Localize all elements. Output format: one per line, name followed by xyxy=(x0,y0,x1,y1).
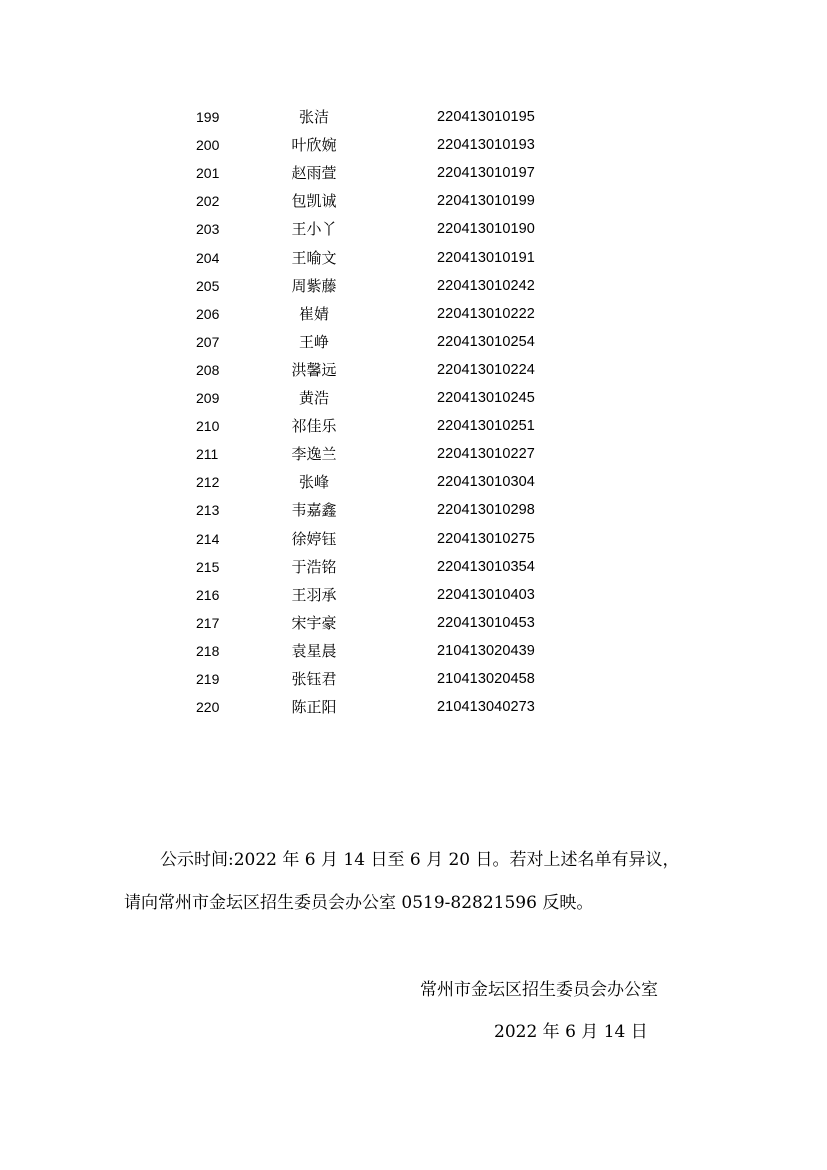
student-name: 张峰 xyxy=(298,473,329,492)
table-row xyxy=(0,131,827,159)
notice-line-2: 请向常州市金坛区招生委员会办公室 0519-82821596 反映。 xyxy=(124,893,594,913)
student-id: 220413010403 xyxy=(437,586,535,603)
student-name: 袁星晨 xyxy=(291,641,337,660)
table-row xyxy=(0,609,827,637)
student-name: 韦嘉鑫 xyxy=(291,501,337,520)
student-name: 黄浩 xyxy=(298,389,329,407)
student-name: 于浩铭 xyxy=(291,557,337,576)
student-name: 王峥 xyxy=(298,332,329,351)
row-number: 207 xyxy=(196,333,220,350)
table-row xyxy=(0,215,827,243)
student-name: 李逸兰 xyxy=(291,445,337,464)
row-number: 220 xyxy=(196,699,220,716)
table-row xyxy=(0,159,827,187)
row-number: 204 xyxy=(196,249,220,266)
student-id: 220413010193 xyxy=(437,137,535,154)
student-name: 徐婷钰 xyxy=(291,529,337,548)
row-number: 213 xyxy=(196,502,220,519)
row-number: 201 xyxy=(196,165,220,182)
row-number: 215 xyxy=(196,558,220,575)
row-number: 210 xyxy=(196,418,220,435)
row-number: 203 xyxy=(196,221,220,238)
student-id: 220413010245 xyxy=(437,390,535,406)
row-number: 199 xyxy=(196,109,220,125)
issue-date: 2022 年 6 月 14 日 xyxy=(494,1022,648,1042)
table-row xyxy=(0,496,827,524)
row-number: 211 xyxy=(196,446,219,463)
student-name: 周紫藤 xyxy=(291,276,337,295)
row-number: 205 xyxy=(196,277,220,294)
table-row xyxy=(0,581,827,609)
student-id: 220413010453 xyxy=(437,614,535,631)
student-name: 包凯诚 xyxy=(291,192,337,211)
table-row xyxy=(0,440,827,468)
student-id: 220413010275 xyxy=(437,530,535,547)
student-id: 220413010224 xyxy=(437,361,535,378)
row-number: 212 xyxy=(196,474,220,491)
student-id: 220413010199 xyxy=(437,193,535,210)
row-number: 216 xyxy=(196,586,220,603)
table-row xyxy=(0,412,827,440)
student-id: 220413010227 xyxy=(437,446,535,463)
student-id: 210413040273 xyxy=(437,699,535,716)
table-row xyxy=(0,553,827,581)
student-name: 叶欣婉 xyxy=(291,136,337,155)
student-id: 220413010195 xyxy=(437,109,535,125)
row-number: 219 xyxy=(196,671,220,687)
table-row xyxy=(0,637,827,665)
student-id: 220413010298 xyxy=(437,502,535,519)
table-row xyxy=(0,328,827,356)
table-row xyxy=(0,244,827,272)
table-row xyxy=(0,356,827,384)
student-id: 220413010304 xyxy=(437,474,535,491)
student-name: 王羽承 xyxy=(291,585,337,604)
notice-line-1: 公示时间:2022 年 6 月 14 日至 6 月 20 日。若对上述名单有异议， xyxy=(160,850,680,870)
row-number: 217 xyxy=(196,614,220,631)
table-row xyxy=(0,272,827,300)
student-id: 210413020439 xyxy=(437,642,535,659)
table-row xyxy=(0,665,827,693)
student-id: 220413010222 xyxy=(437,305,535,322)
student-id: 220413010197 xyxy=(437,165,535,182)
row-number: 208 xyxy=(196,361,220,378)
table-row xyxy=(0,300,827,328)
student-name: 陈正阳 xyxy=(291,698,337,717)
row-number: 218 xyxy=(196,642,220,659)
row-number: 202 xyxy=(196,193,220,210)
student-name: 宋宇豪 xyxy=(291,613,337,632)
student-name: 张洁 xyxy=(298,108,329,126)
row-number: 200 xyxy=(196,137,220,154)
table-row xyxy=(0,468,827,496)
student-name: 王小丫 xyxy=(291,220,337,239)
student-id: 220413010254 xyxy=(437,333,535,350)
student-name: 崔婧 xyxy=(298,304,329,323)
row-number: 214 xyxy=(196,530,220,547)
issuer-signature: 常州市金坛区招生委员会办公室 xyxy=(420,980,658,1000)
student-name: 洪馨远 xyxy=(291,360,337,379)
table-row xyxy=(0,103,827,131)
student-id: 220413010191 xyxy=(437,249,535,266)
student-id: 220413010242 xyxy=(437,277,535,294)
student-id: 210413020458 xyxy=(437,671,535,687)
student-id: 220413010354 xyxy=(437,558,535,575)
row-number: 209 xyxy=(196,390,220,406)
table-row xyxy=(0,693,827,721)
student-id: 220413010251 xyxy=(437,418,535,435)
table-row xyxy=(0,384,827,412)
student-name: 王喻文 xyxy=(291,248,337,267)
student-name: 张钰君 xyxy=(291,670,337,688)
table-row xyxy=(0,525,827,553)
row-number: 206 xyxy=(196,305,220,322)
student-name: 祁佳乐 xyxy=(291,417,337,436)
table-row xyxy=(0,187,827,215)
student-id: 220413010190 xyxy=(437,221,535,238)
student-name: 赵雨萱 xyxy=(291,164,337,183)
